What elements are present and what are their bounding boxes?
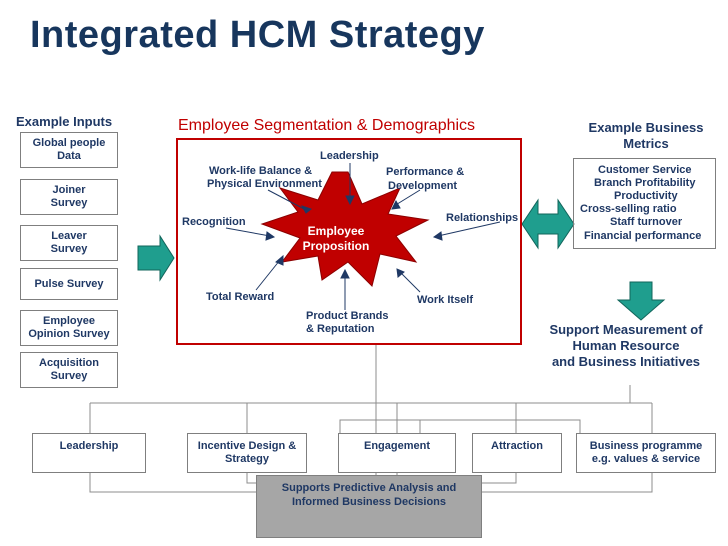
outcome-box-business-programme <box>576 433 716 473</box>
metric-item: Branch Profitability <box>594 177 696 189</box>
predictive-line2: Informed Business Decisions <box>291 496 447 508</box>
support-line2: Human Resource <box>572 338 680 353</box>
input-label: Acquisition <box>39 357 99 369</box>
segmentation-title: Employee Segmentation & Demographics <box>178 117 476 134</box>
page-title: Integrated HCM Strategy <box>30 14 485 56</box>
input-label: Opinion Survey <box>28 328 110 340</box>
factor-performance-line2: Development <box>388 180 458 192</box>
outcome-label: Engagement <box>363 440 430 452</box>
factor-worklife-line1: Work-life Balance & <box>209 165 313 177</box>
outcome-label: Leadership <box>59 440 119 452</box>
inputs-heading: Example Inputs <box>16 114 113 129</box>
outcome-box-attraction <box>472 433 562 473</box>
metrics-heading <box>574 120 718 152</box>
outcome-label: Incentive Design & <box>197 440 297 452</box>
input-label: Joiner <box>52 184 86 196</box>
outcome-box-incentive <box>187 433 307 473</box>
support-line3: and Business Initiatives <box>551 354 701 369</box>
metrics-heading-line1: Example Business <box>588 120 704 135</box>
predictive-line1: Supports Predictive Analysis and <box>281 482 457 494</box>
metric-item: Cross-selling ratio <box>580 203 677 215</box>
metric-item: Productivity <box>614 190 678 202</box>
factor-recognition: Recognition <box>182 216 246 228</box>
input-label: Survey <box>50 197 88 209</box>
input-label: Pulse Survey <box>34 277 104 290</box>
factor-product-line2: & Reputation <box>306 323 375 335</box>
metric-item: Financial performance <box>584 230 702 242</box>
proposition-line2: Proposition <box>302 239 370 253</box>
factor-work-itself: Work Itself <box>417 294 474 306</box>
outcome-box-leadership <box>32 433 146 473</box>
input-label: Global people <box>32 137 106 149</box>
input-label: Survey <box>50 370 88 382</box>
support-line1: Support Measurement of <box>549 322 703 337</box>
factor-product-line1: Product Brands <box>306 310 389 322</box>
factor-total-reward: Total Reward <box>206 291 275 303</box>
factor-leadership: Leadership <box>320 150 379 162</box>
proposition-line1: Employee <box>307 224 365 238</box>
outcome-label: Attraction <box>491 440 543 452</box>
input-label: Survey <box>50 243 88 255</box>
metrics-heading-line2: Metrics <box>623 136 669 151</box>
input-label: Leaver <box>51 230 87 242</box>
factor-relationships: Relationships <box>446 212 519 224</box>
employee-proposition-label <box>296 224 376 254</box>
input-label: Data <box>57 150 81 162</box>
outcome-label: e.g. values & service <box>591 453 701 465</box>
support-measurement-text <box>540 322 712 370</box>
predictive-analysis-box <box>256 475 482 538</box>
input-label: Employee <box>43 315 95 327</box>
outcome-label: Strategy <box>224 453 270 465</box>
factor-performance-line1: Performance & <box>386 166 465 178</box>
factor-worklife-line2: Physical Environment <box>207 178 322 190</box>
outcome-label: Business programme <box>589 440 703 452</box>
outcome-box-engagement <box>338 433 456 473</box>
metric-item: Staff turnover <box>610 216 683 228</box>
metric-item: Customer Service <box>598 164 692 176</box>
